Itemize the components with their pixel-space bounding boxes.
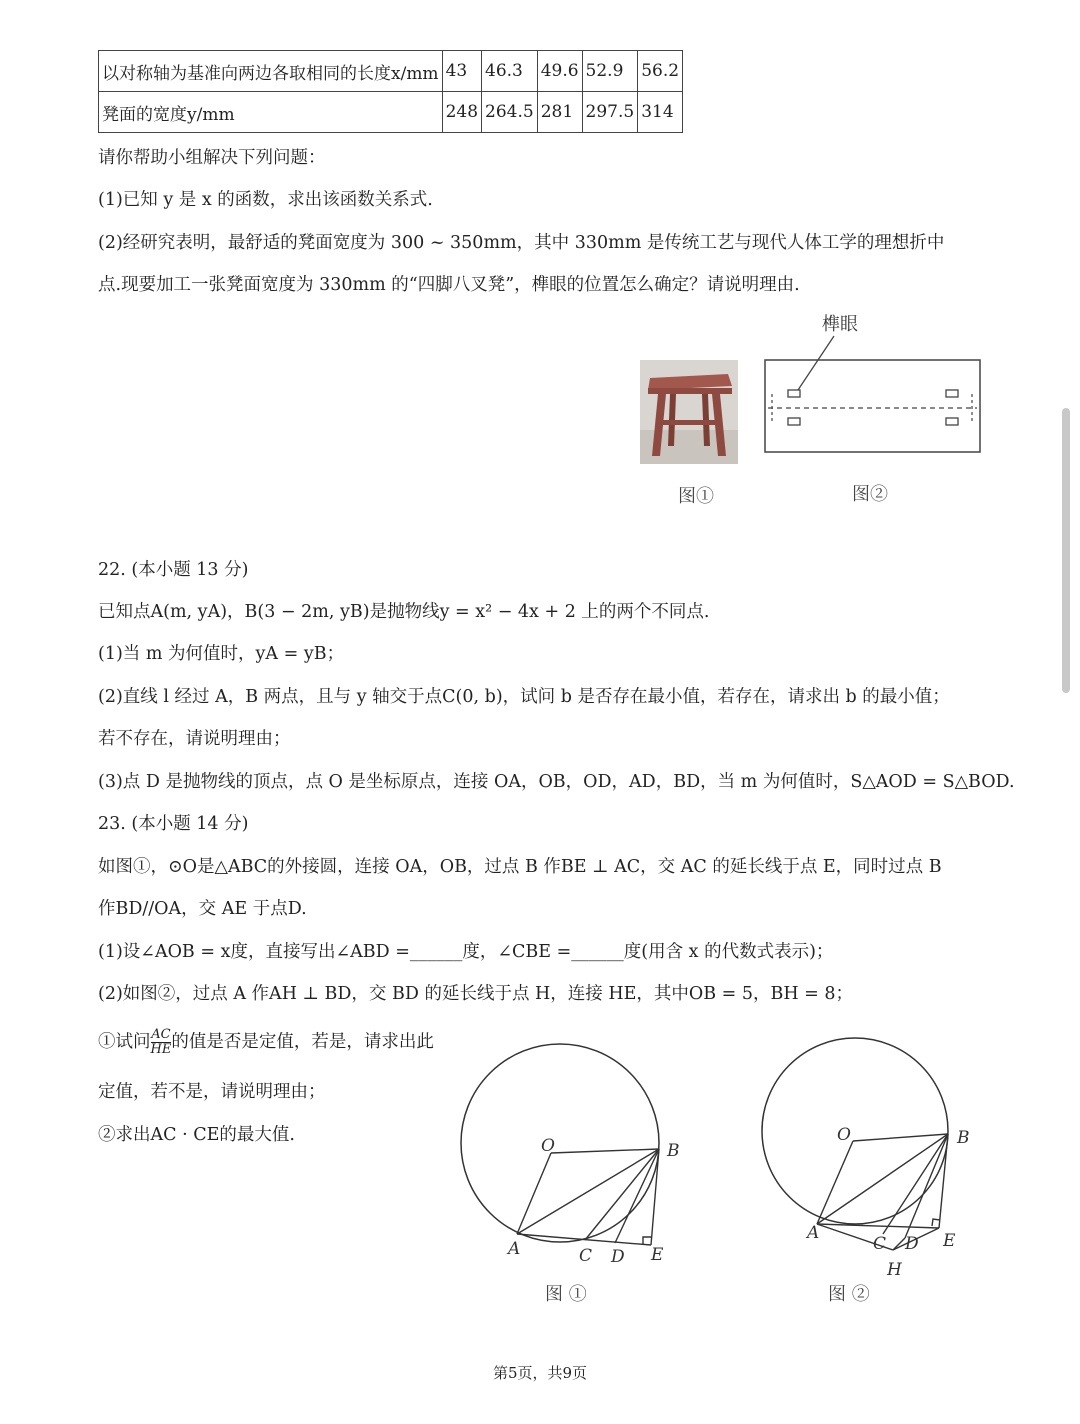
q22-part2: (2)直线 l 经过 A，B 两点，且与 y 轴交于点C(0, b)，试问 b 是否存在最小值，若存在，请求出 b 的最小值； (98, 687, 950, 707)
point-label-a: A (508, 1239, 521, 1259)
point-label-b: B (667, 1141, 680, 1161)
point-label-b: B (957, 1128, 970, 1148)
table-row (99, 51, 683, 92)
table-cell: 52.9 (582, 51, 638, 92)
point-label-o: O (837, 1125, 851, 1145)
q22-header: 22. (本小题 13 分) (98, 560, 249, 580)
table-cell: 56.2 (638, 51, 683, 92)
q21-part1: (1)已知 y 是 x 的函数，求出该函数关系式. (98, 190, 433, 210)
point-label-h: H (887, 1260, 902, 1280)
point-label-d: D (905, 1234, 919, 1254)
figure-caption: 图② (852, 484, 888, 505)
q22-stem: 已知点A(m, yA)，B(3 − 2m, yB)是抛物线y = x² − 4x + 2 上的两个不同点. (98, 602, 710, 622)
figure-caption: 图① (678, 486, 714, 507)
scrollbar[interactable] (1062, 408, 1070, 693)
table-cell: 46.3 (482, 51, 538, 92)
table-cell: 49.6 (537, 51, 582, 92)
point-label-e: E (651, 1245, 664, 1265)
data-table (98, 50, 683, 133)
q23-sub1-pre: ①试问 (98, 1032, 151, 1052)
point-label-a: A (807, 1223, 820, 1243)
row-label: 凳面的宽度y/mm (99, 92, 443, 133)
q23-stem-cont: 作BD//OA，交 AE 于点D. (98, 899, 307, 919)
point-label-e: E (943, 1231, 956, 1251)
q23-sub1-post: 的值是否是定值，若是，请求出此 (171, 1032, 434, 1052)
q23-sub2: ②求出AC · CE的最大值. (98, 1125, 295, 1145)
q22-part1: (1)当 m 为何值时，yA = yB； (98, 644, 345, 664)
table-cell: 43 (442, 51, 481, 92)
table-row (99, 92, 683, 133)
stool-photo (640, 360, 738, 464)
mortise-label: 榫眼 (822, 314, 858, 335)
q23-part1: (1)设∠AOB = x度，直接写出∠ABD =______度，∠CBE =______度(用含 x 的代数式表示)； (98, 942, 834, 962)
table-cell: 281 (537, 92, 582, 133)
stool-top-diagram (760, 306, 985, 456)
q23-sub1 (98, 1028, 434, 1057)
q23-header: 23. (本小题 14 分) (98, 814, 249, 834)
figure-caption: 图 ① (545, 1284, 587, 1305)
q22-part2-cont: 若不存在，请说明理由； (98, 729, 291, 749)
q21-part2: (2)经研究表明，最舒适的凳面宽度为 300 ~ 350mm，其中 330mm 是传统工艺与现代人体工学的理想折中 (98, 233, 945, 253)
q23-sub1-cont: 定值，若不是，请说明理由； (98, 1082, 326, 1102)
point-label-d: D (611, 1247, 625, 1267)
fraction-denominator: HE (150, 1042, 172, 1057)
geometry-figure-1 (455, 1030, 685, 1280)
table-cell: 264.5 (482, 92, 538, 133)
geometry-figure-2 (755, 1030, 985, 1285)
q22-part3: (3)点 D 是抛物线的顶点，点 O 是坐标原点，连接 OA，OB，OD，AD，BD，当 m 为何值时，S△AOD = S△BOD. (98, 772, 1015, 792)
table-cell: 297.5 (582, 92, 638, 133)
q23-stem: 如图①，⊙O是△ABC的外接圆，连接 OA，OB，过点 B 作BE ⊥ AC，交 AC 的延长线于点 E，同时过点 B (98, 857, 942, 877)
q21-part2-cont: 点.现要加工一张凳面宽度为 330mm 的“四脚八叉凳”，榫眼的位置怎么确定？请说明理由. (98, 275, 800, 295)
fraction-numerator: AC (151, 1027, 171, 1042)
point-label-o: O (541, 1136, 555, 1156)
figure-caption: 图 ② (828, 1284, 870, 1305)
page-footer: 第5页，共9页 (492, 1364, 588, 1382)
row-label: 以对称轴为基准向两边各取相同的长度x/mm (99, 51, 443, 92)
table-cell: 248 (442, 92, 481, 133)
point-label-c: C (579, 1246, 593, 1266)
q23-part2: (2)如图②，过点 A 作AH ⊥ BD，交 BD 的延长线于点 H，连接 HE，其中OB = 5，BH = 8； (98, 984, 854, 1004)
fraction (151, 1028, 172, 1057)
table-cell: 314 (638, 92, 683, 133)
q21-intro: 请你帮助小组解决下列问题： (98, 148, 326, 168)
point-label-c: C (873, 1234, 887, 1254)
stool-icon (640, 360, 738, 464)
